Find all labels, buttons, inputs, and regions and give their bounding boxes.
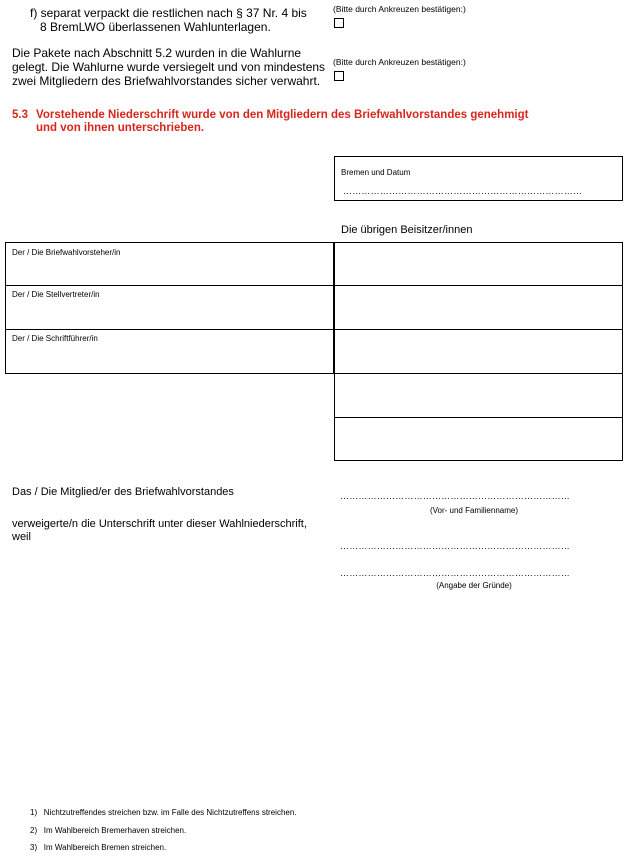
- signature-box-assessor-1[interactable]: [334, 242, 623, 286]
- item-f-line2: 8 BremLWO überlassenen Wahlunterlagen.: [40, 20, 271, 34]
- footnote-1-number: 1): [30, 808, 38, 817]
- refusal-name-dots[interactable]: …………………………………………………………………: [340, 491, 570, 501]
- place-date-label: Bremen und Datum: [341, 168, 411, 177]
- section-5-3-line1: Vorstehende Niederschrift wurde von den Mitgliedern des Briefwahlvorstandes genehmigt: [36, 109, 529, 121]
- item-f-text: [30, 6, 307, 34]
- packets-line1: Die Pakete nach Abschnitt 5.2 wurden in die Wahlurne: [12, 46, 302, 60]
- packets-line3: zwei Mitgliedern des Briefwahlvorstandes sicher verwahrt.: [12, 74, 321, 88]
- signature-box-assessor-4[interactable]: [334, 374, 623, 418]
- footnote-3-number: 3): [30, 843, 38, 852]
- section-5-3-heading: [36, 109, 528, 135]
- section-5-3-line2: und von ihnen unterschrieben.: [36, 122, 205, 134]
- signature-box-secretary[interactable]: [5, 330, 334, 374]
- place-date-box[interactable]: [334, 156, 623, 201]
- footnote-3-text: Im Wahlbereich Bremen streichen.: [43, 843, 167, 852]
- footnote-2-number: 2): [30, 826, 38, 835]
- signature-box-assessor-5[interactable]: [334, 418, 623, 461]
- refusal-reason-dots-2[interactable]: …………………………………………………………………: [340, 568, 570, 578]
- signature-box-assessor-3[interactable]: [334, 330, 623, 374]
- signature-label-deputy: Der / Die Stellvertreter/in: [12, 290, 100, 299]
- footnote-3: [30, 843, 166, 853]
- signature-box-assessor-2[interactable]: [334, 286, 623, 330]
- section-5-3-number: 5.3: [12, 109, 28, 121]
- refusal-reasons-label: (Angabe der Gründe): [436, 581, 512, 590]
- refusal-line2: verweigerte/n die Unterschrift unter dieser Wahlniederschrift,: [12, 518, 307, 530]
- footnote-2-text: Im Wahlbereich Bremerhaven streichen.: [43, 826, 187, 835]
- confirm-hint-2: (Bitte durch Ankreuzen bestätigen:): [333, 57, 466, 67]
- refusal-line1: Das / Die Mitglied/er des Briefwahlvorstandes: [12, 486, 234, 498]
- signature-label-chair: Der / Die Briefwahlvorsteher/in: [12, 248, 121, 257]
- item-f-line1: f) separat verpackt die restlichen nach § 37 Nr. 4 bis: [30, 6, 307, 20]
- refusal-line3: weil: [12, 531, 31, 543]
- confirm-hint-1: (Bitte durch Ankreuzen bestätigen:): [333, 4, 466, 14]
- signature-label-secretary: Der / Die Schriftführer/in: [12, 334, 98, 343]
- place-date-dots: ……………………………………………………………………: [343, 186, 583, 196]
- refusal-reason-dots-1[interactable]: …………………………………………………………………: [340, 541, 570, 551]
- footnote-2: [30, 826, 186, 836]
- other-assessors-heading: Die übrigen Beisitzer/innen: [341, 224, 473, 236]
- signature-box-chair[interactable]: [5, 242, 334, 286]
- packets-line2: gelegt. Die Wahlurne wurde versiegelt und von mindestens: [12, 60, 326, 74]
- confirm-checkbox-2[interactable]: [334, 71, 344, 81]
- refusal-text: [12, 518, 307, 544]
- signature-box-deputy[interactable]: [5, 286, 334, 330]
- refusal-name-label: (Vor- und Familienname): [429, 506, 519, 515]
- footnote-1: [30, 808, 297, 818]
- confirm-checkbox-1[interactable]: [334, 18, 344, 28]
- packets-text: [12, 46, 325, 88]
- footnote-1-text: Nichtzutreffendes streichen bzw. im Falle des Nichtzutreffens streichen.: [43, 808, 297, 817]
